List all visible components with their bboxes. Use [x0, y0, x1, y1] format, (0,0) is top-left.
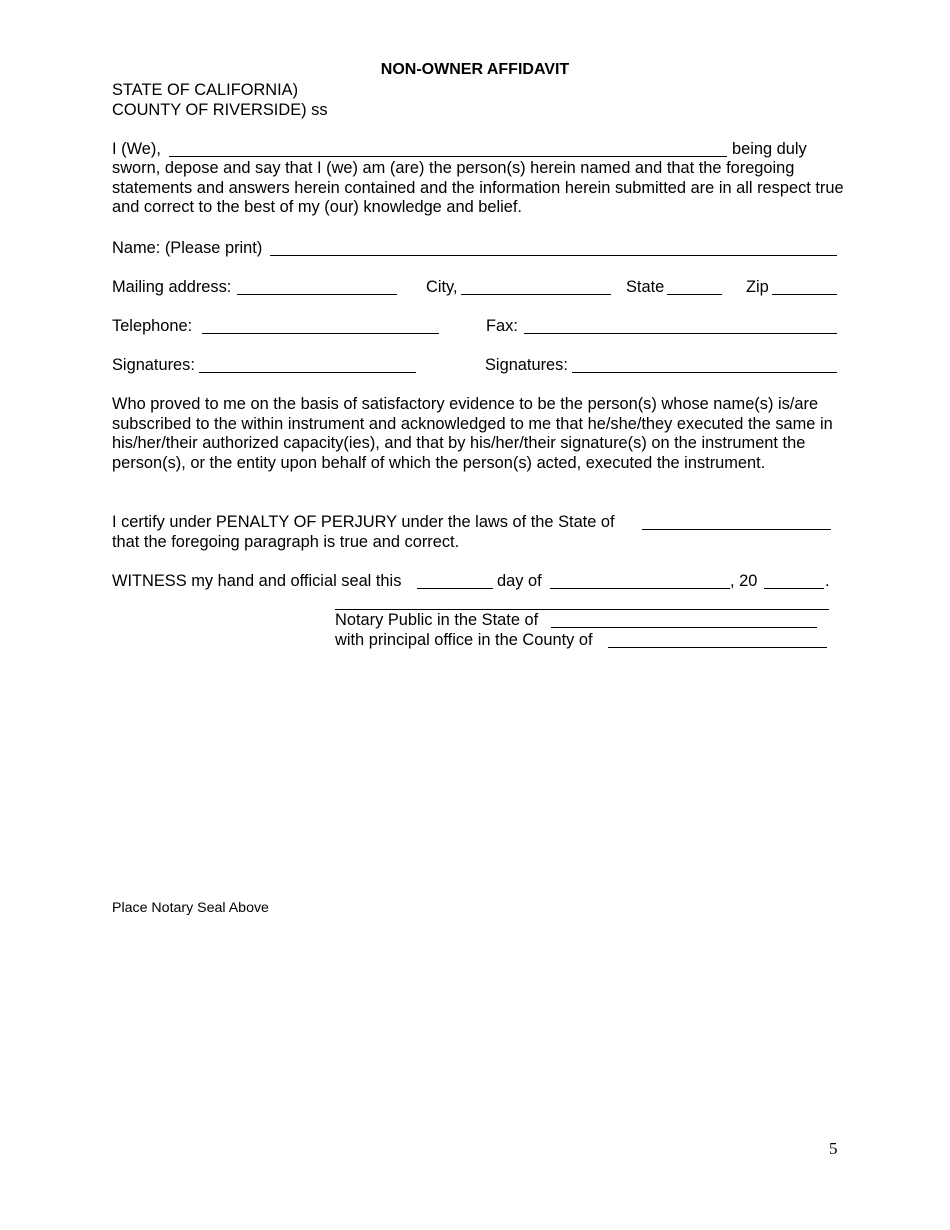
signature-field-1[interactable]	[199, 355, 416, 373]
page-number: 5	[829, 1139, 838, 1158]
mailing-address-label: Mailing address:	[112, 278, 232, 296]
city-field[interactable]	[461, 277, 611, 295]
witness-year-field[interactable]	[764, 571, 824, 589]
signatures-label-1: Signatures:	[112, 356, 195, 374]
telephone-label: Telephone:	[112, 317, 193, 335]
seal-caption: Place Notary Seal Above	[112, 900, 269, 916]
witness-day-of: day of	[497, 572, 542, 590]
signature-field-2[interactable]	[572, 355, 837, 373]
acknowledgment-paragraph: Who proved to me on the basis of satisfactory evidence to be the person(s) whose name(s) is/are subscribed to the within instrument and acknowledged to me that he/she/they executed the same in his/her/their authorized capacity(ies), and that by his/her/their signature(s) on the instrument the person(s), or the entity upon behalf of which the person(s) acted, executed the instrument.	[112, 395, 833, 472]
notary-signature-line[interactable]	[335, 592, 829, 610]
telephone-field[interactable]	[202, 316, 439, 334]
perjury-line-1: I certify under PENALTY OF PERJURY under the laws of the State of	[112, 513, 615, 531]
fax-field[interactable]	[524, 316, 837, 334]
zip-label: Zip	[746, 278, 769, 296]
oath-names-field[interactable]	[169, 139, 727, 157]
name-label: Name: (Please print)	[112, 239, 263, 257]
venue-state: STATE OF CALIFORNIA)	[112, 81, 299, 99]
oath-suffix: being duly	[732, 140, 807, 158]
signatures-label-2: Signatures:	[485, 356, 568, 374]
page-title: NON-OWNER AFFIDAVIT	[380, 61, 570, 78]
witness-day-field[interactable]	[417, 571, 493, 589]
notary-county-field[interactable]	[608, 630, 827, 648]
notary-state-field[interactable]	[551, 610, 817, 628]
witness-month-field[interactable]	[550, 571, 730, 589]
oath-prefix: I (We),	[112, 140, 161, 158]
mailing-address-field[interactable]	[237, 277, 397, 295]
witness-year-prefix: , 20	[730, 572, 758, 590]
name-field[interactable]	[270, 238, 837, 256]
witness-prefix: WITNESS my hand and official seal this	[112, 572, 402, 590]
notary-state-label: Notary Public in the State of	[335, 611, 539, 629]
perjury-state-field[interactable]	[642, 512, 831, 530]
perjury-line-2: that the foregoing paragraph is true and correct.	[112, 533, 460, 551]
state-label: State	[626, 278, 665, 296]
zip-field[interactable]	[772, 277, 837, 295]
fax-label: Fax:	[486, 317, 518, 335]
oath-body: sworn, depose and say that I (we) am (are) the person(s) herein named and that the foregoing statements and answers herein contained and the information herein submitted are in all respect true and correct to the best of my (our) knowledge and belief.	[112, 159, 844, 217]
venue-county: COUNTY OF RIVERSIDE) ss	[112, 101, 328, 119]
notary-county-label: with principal office in the County of	[335, 631, 593, 649]
state-field[interactable]	[667, 277, 722, 295]
city-label: City,	[426, 278, 458, 296]
witness-end: .	[825, 572, 830, 590]
